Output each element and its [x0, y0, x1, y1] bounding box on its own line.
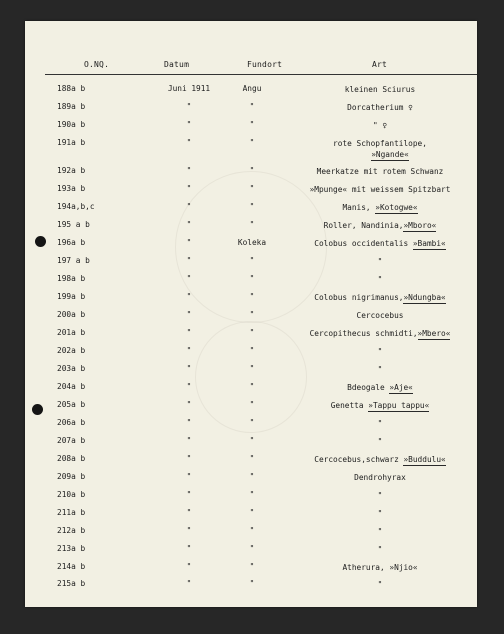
punch-hole-top [35, 236, 46, 247]
cell-art-text: " [377, 509, 383, 518]
cell-art [287, 364, 473, 375]
cell-art-text: Cercocebus [356, 311, 404, 320]
cell-art-underlined: »Buddulu« [403, 455, 446, 464]
cell-onr: 204a b [57, 382, 86, 391]
cell-art-underlined: »Tappu tappu« [368, 401, 430, 410]
cell-datum: " [186, 490, 192, 499]
cell-art-text: Dendrohyrax [354, 473, 406, 482]
cell-art [287, 436, 473, 447]
cell-art-text: Atherura, »Njio« [342, 563, 418, 572]
cell-onr: 205a b [57, 400, 86, 409]
cell-datum: " [186, 508, 192, 517]
document-page [25, 21, 477, 607]
cell-datum: " [186, 256, 192, 265]
cell-fundort: " [249, 346, 255, 355]
cell-datum: " [186, 274, 192, 283]
cell-art-underlined: »Aje« [389, 383, 413, 392]
cell-onr: 212a b [57, 526, 86, 535]
cell-art-text: " [377, 347, 383, 356]
cell-art-text: »Mpunge« mit weissem Spitzbart [309, 185, 451, 194]
cell-art-text: Cercocebus,schwarz [314, 455, 404, 464]
cell-datum: " [186, 292, 192, 301]
cell-fundort: " [249, 138, 255, 147]
cell-art [287, 120, 473, 131]
cell-fundort: " [249, 454, 255, 463]
cell-art-text: " [377, 365, 383, 374]
cell-onr: 193a b [57, 184, 86, 193]
cell-onr: 195 a b [57, 220, 90, 229]
cell-datum: " [186, 436, 192, 445]
cell-datum: " [186, 472, 192, 481]
cell-fundort: " [249, 102, 255, 111]
cell-datum: " [186, 382, 192, 391]
cell-fundort: " [249, 184, 255, 193]
cell-onr: 215a b [57, 579, 86, 588]
cell-fundort: " [249, 579, 255, 588]
cell-fundort: " [249, 328, 255, 337]
cell-art [287, 184, 473, 195]
cell-onr: 200a b [57, 310, 86, 319]
cell-datum: " [186, 544, 192, 553]
header-datum: Datum [164, 60, 190, 69]
cell-datum: " [186, 310, 192, 319]
cell-onr: 206a b [57, 418, 86, 427]
cell-datum: " [186, 562, 192, 571]
cell-art-line2: »Ngande« [371, 150, 409, 159]
header-fundort: Fundort [247, 60, 283, 69]
cell-fundort: Angu [242, 84, 262, 93]
cell-onr: 199a b [57, 292, 86, 301]
cell-datum: " [186, 418, 192, 427]
cell-art [287, 346, 473, 357]
cell-datum: Juni 1911 [167, 84, 211, 93]
cell-art [287, 274, 473, 285]
cell-art-text: rote Schopfantilope, [333, 139, 427, 148]
cell-fundort: " [249, 166, 255, 175]
cell-art [287, 310, 473, 321]
cell-art [287, 220, 473, 231]
cell-onr: 192a b [57, 166, 86, 175]
cell-art [287, 472, 473, 483]
cell-art [287, 526, 473, 537]
cell-onr: 208a b [57, 454, 86, 463]
cell-onr: 188a b [57, 84, 86, 93]
cell-fundort: " [249, 400, 255, 409]
cell-art [287, 418, 473, 429]
cell-art-text: " [377, 580, 383, 589]
cell-art-underlined: »Mboro« [403, 221, 437, 230]
cell-datum: " [186, 579, 192, 588]
cell-fundort: " [249, 220, 255, 229]
cell-onr: 194a,b,c [57, 202, 95, 211]
cell-datum: " [186, 454, 192, 463]
cell-art [287, 579, 473, 590]
cell-datum: " [186, 102, 192, 111]
cell-art-text: " [377, 419, 383, 428]
cell-art [287, 382, 473, 393]
cell-art-text: " [377, 437, 383, 446]
cell-onr: 210a b [57, 490, 86, 499]
cell-art-text: " [377, 545, 383, 554]
cell-fundort: " [249, 364, 255, 373]
cell-onr: 189a b [57, 102, 86, 111]
cell-onr: 213a b [57, 544, 86, 553]
cell-art-text: Genetta [330, 401, 369, 410]
header-onr: O.NQ. [84, 60, 110, 69]
cell-art-text: " ♀ [372, 121, 388, 130]
cell-fundort: " [249, 310, 255, 319]
cell-art [287, 256, 473, 267]
cell-datum: " [186, 328, 192, 337]
cell-art-text: Colobus occidentalis [314, 239, 413, 248]
cell-fundort: " [249, 256, 255, 265]
cell-art-underlined: »Bambi« [412, 239, 446, 248]
cell-onr: 211a b [57, 508, 86, 517]
cell-fundort: " [249, 292, 255, 301]
cell-fundort: " [249, 562, 255, 571]
cell-art-text: Manis, [342, 203, 376, 212]
cell-fundort: " [249, 382, 255, 391]
cell-onr: 209a b [57, 472, 86, 481]
cell-fundort: " [249, 202, 255, 211]
cell-onr: 190a b [57, 120, 86, 129]
cell-art [287, 138, 473, 160]
cell-art-text: " [377, 275, 383, 284]
punch-hole-bottom [32, 404, 43, 415]
cell-fundort: " [249, 418, 255, 427]
cell-datum: " [186, 138, 192, 147]
cell-art-text: " [377, 257, 383, 266]
cell-fundort: " [249, 508, 255, 517]
cell-art [287, 166, 473, 177]
cell-art-text: Colobus nigrimanus, [314, 293, 404, 302]
cell-fundort: " [249, 526, 255, 535]
cell-onr: 196a b [57, 238, 86, 247]
cell-art [287, 84, 473, 95]
cell-art [287, 328, 473, 339]
cell-art [287, 508, 473, 519]
cell-onr: 191a b [57, 138, 86, 147]
cell-datum: " [186, 184, 192, 193]
cell-art [287, 102, 473, 113]
cell-datum: " [186, 364, 192, 373]
cell-datum: " [186, 220, 192, 229]
cell-art [287, 490, 473, 501]
cell-datum: " [186, 166, 192, 175]
cell-onr: 214a b [57, 562, 86, 571]
cell-datum: " [186, 120, 192, 129]
cell-art [287, 400, 473, 411]
cell-fundort: " [249, 472, 255, 481]
cell-onr: 198a b [57, 274, 86, 283]
cell-fundort: " [249, 436, 255, 445]
cell-onr: 203a b [57, 364, 86, 373]
cell-art [287, 202, 473, 213]
cell-art-text: Meerkatze mit rotem Schwanz [316, 167, 444, 176]
cell-fundort: " [249, 274, 255, 283]
cell-datum: " [186, 238, 192, 247]
cell-art-underlined: »Kotogwe« [375, 203, 418, 212]
cell-art [287, 292, 473, 303]
cell-datum: " [186, 400, 192, 409]
cell-onr: 202a b [57, 346, 86, 355]
cell-art-text: " [377, 527, 383, 536]
cell-art-text: " [377, 491, 383, 500]
cell-datum: " [186, 346, 192, 355]
cell-fundort: " [249, 120, 255, 129]
cell-fundort: " [249, 490, 255, 499]
cell-datum: " [186, 202, 192, 211]
cell-fundort: Koleka [237, 238, 267, 247]
cell-art-text: Cercopithecus schmidti, [309, 329, 418, 338]
cell-onr: 207a b [57, 436, 86, 445]
cell-art-underlined: »Mbero« [417, 329, 451, 338]
cell-fundort: " [249, 544, 255, 553]
header-rule [45, 74, 477, 75]
cell-art-text: Dorcatherium ♀ [347, 103, 413, 112]
cell-art-text: Bdeogale [347, 383, 390, 392]
cell-datum: " [186, 526, 192, 535]
cell-onr: 197 a b [57, 256, 90, 265]
cell-art-text: Roller, Nandinia, [323, 221, 404, 230]
header-art: Art [372, 60, 388, 69]
cell-art [287, 562, 473, 573]
cell-art [287, 454, 473, 465]
cell-art [287, 238, 473, 249]
cell-onr: 201a b [57, 328, 86, 337]
cell-art-underlined: »Ndungba« [403, 293, 446, 302]
cell-art-text: kleinen Sciurus [344, 85, 416, 94]
cell-art [287, 544, 473, 555]
